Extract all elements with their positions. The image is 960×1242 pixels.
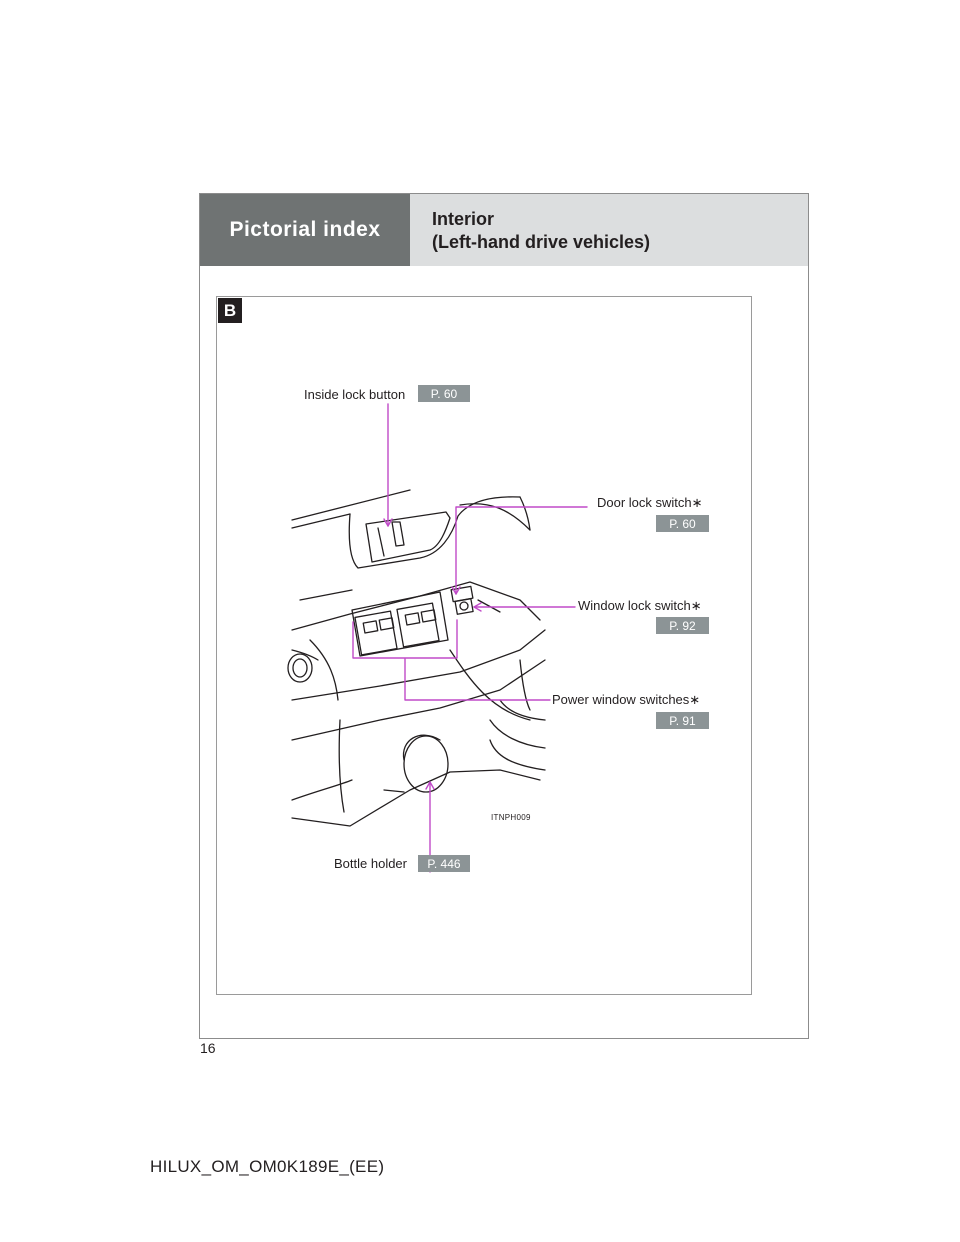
inside-lock-button-label: Inside lock button bbox=[304, 387, 406, 402]
switch-panel bbox=[352, 586, 473, 656]
subtitle-line-1: Interior bbox=[432, 209, 495, 229]
figure-code: ITNPH009 bbox=[491, 813, 531, 822]
power-window-switches-label bbox=[552, 692, 700, 708]
door-lock-switch-label bbox=[597, 495, 703, 511]
window-lock-switch-page-ref[interactable]: P. 92 bbox=[656, 617, 709, 634]
section-badge: B bbox=[218, 298, 242, 323]
bottle-holder-page-ref[interactable]: P. 446 bbox=[418, 855, 470, 872]
door-lock-switch-text: Door lock switch bbox=[597, 495, 692, 510]
section-title: Pictorial index bbox=[200, 194, 410, 266]
inside-lock-button-page-ref[interactable]: P. 60 bbox=[418, 385, 470, 402]
power-window-switches-text: Power window switches bbox=[552, 692, 690, 707]
power-window-switches-page-ref[interactable]: P. 91 bbox=[656, 712, 709, 729]
document-id: HILUX_OM_OM0K189E_(EE) bbox=[150, 1157, 385, 1176]
asterisk-icon: ∗ bbox=[689, 692, 701, 707]
speaker-vent bbox=[288, 654, 312, 682]
subtitle-line-2: (Left-hand drive vehicles) bbox=[432, 232, 651, 252]
door-lock-switch-page-ref[interactable]: P. 60 bbox=[656, 515, 709, 532]
leader-lines bbox=[353, 404, 587, 872]
window-lock-switch-label bbox=[578, 598, 702, 614]
asterisk-icon: ∗ bbox=[691, 495, 703, 510]
window-lock-switch-text: Window lock switch bbox=[578, 598, 691, 613]
page-number: 16 bbox=[200, 1040, 216, 1056]
bottle-holder-label: Bottle holder bbox=[334, 856, 407, 871]
bottle-holder-shape bbox=[384, 735, 448, 792]
asterisk-icon: ∗ bbox=[690, 598, 702, 613]
